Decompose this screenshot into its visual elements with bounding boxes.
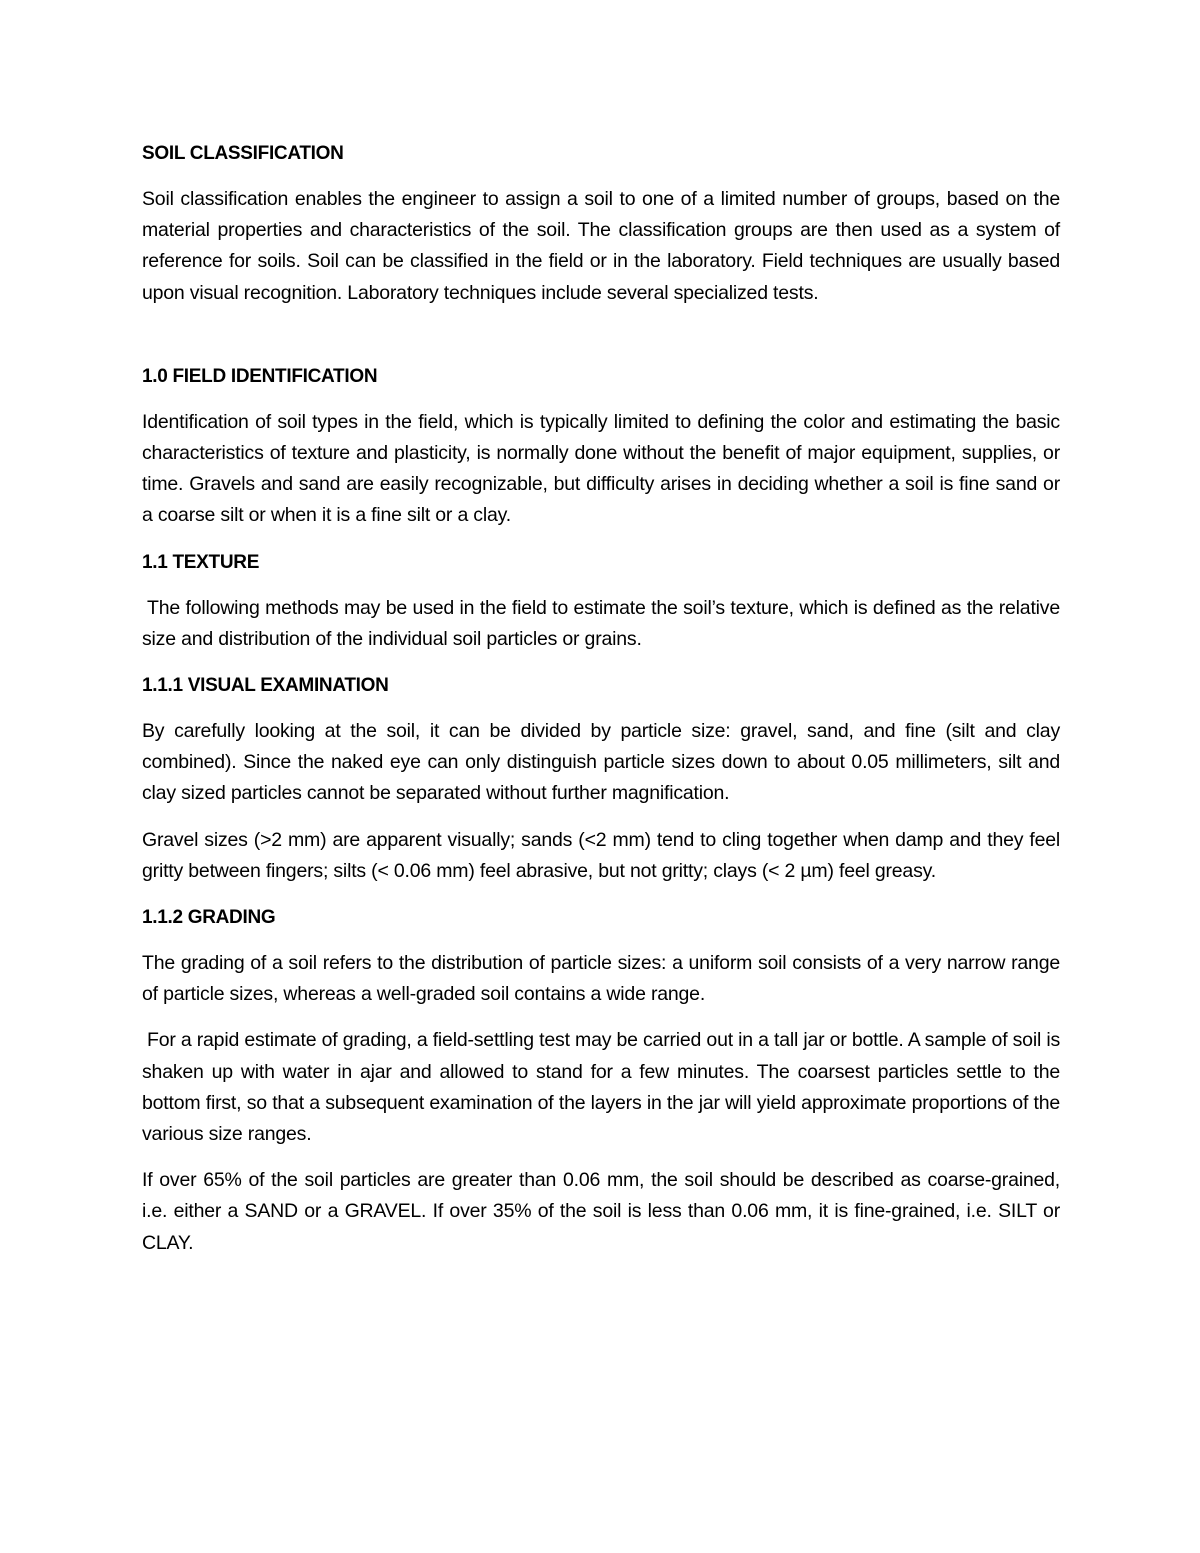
document-title: SOIL CLASSIFICATION: [142, 143, 344, 164]
grading-paragraph-2: For a rapid estimate of grading, a field-settling test may be carried out in a tall jar or bottle. A sample of soil is shaken up with water in ajar and allowed to stand for a few minutes. The coarsest particles settle to the bottom first, so that a subsequent examination of the layers in the jar will yield approximate proportions of the various size ranges.: [142, 1029, 1060, 1146]
heading-grading: 1.1.2 GRADING: [142, 907, 276, 929]
heading-field-identification: 1.0 FIELD IDENTIFICATION: [142, 365, 378, 387]
heading-visual-examination: 1.1.1 VISUAL EXAMINATION: [142, 675, 389, 697]
field-identification-paragraph: Identification of soil types in the field, which is typically limited to defining the color and estimating the basic characteristics of texture and plasticity, is normally done without the benefit of major equipment, supplies, or time. Gravels and sand are easily recognizable, but difficulty arises in deciding whether a soil is fine sand or a coarse silt or when it is a fine silt or a clay.: [142, 410, 1060, 527]
texture-paragraph: The following methods may be used in the field to estimate the soil’s texture, which is defined as the relative size and distribution of the individual soil particles or grains.: [142, 596, 1060, 650]
intro-paragraph: Soil classification enables the engineer to assign a soil to one of a limited number of groups, based on the material properties and characteristics of the soil. The classification groups are then used as a system of reference for soils. Soil can be classified in the field or in the laboratory. Field techniques are usually based upon visual recognition. Laboratory techniques include several specialized tests.: [142, 188, 1060, 304]
grading-paragraph-3: If over 65% of the soil particles are greater than 0.06 mm, the soil should be described as coarse-grained, i.e. either a SAND or a GRAVEL. If over 35% of the soil is less than 0.06 mm, it is fine-grained, i.e. SILT or CLAY.: [142, 1169, 1060, 1254]
visual-examination-paragraph-2: Gravel sizes (>2 mm) are apparent visually; sands (<2 mm) tend to cling together when damp and they feel gritty between fingers; silts (< 0.06 mm) feel abrasive, but not gritty; clays (< 2 µm) feel greasy.: [142, 828, 1060, 882]
document-body: [142, 138, 1060, 1274]
heading-texture: 1.1 TEXTURE: [142, 551, 260, 573]
grading-paragraph-1: The grading of a soil refers to the distribution of particle sizes: a uniform soil consists of a very narrow range of particle sizes, whereas a well-graded soil contains a wide range.: [142, 952, 1060, 1006]
visual-examination-paragraph-1: By carefully looking at the soil, it can be divided by particle size: gravel, sand, and fine (silt and clay combined). Since the naked eye can only distinguish particle sizes down to about 0.05 millimeters, silt and clay sized particles cannot be separated without further magnification.: [142, 720, 1060, 805]
